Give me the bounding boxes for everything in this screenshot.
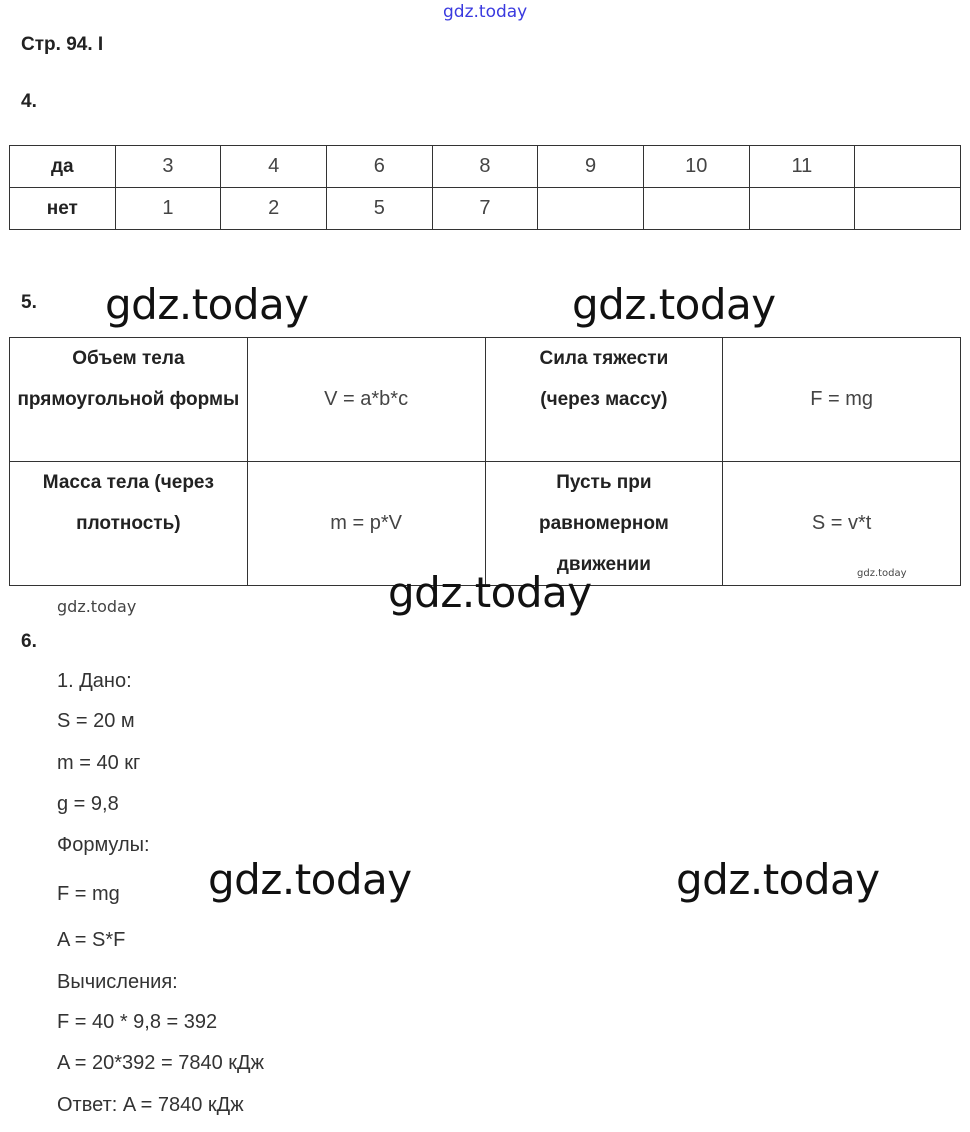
quantity-name: Сила тяжести (через массу) [485, 338, 723, 462]
watermark-small: gdz.today [857, 568, 907, 579]
solution-line: S = 20 м [57, 710, 135, 732]
task6-label: 6. [21, 631, 37, 652]
watermark-top: gdz.today [443, 2, 528, 22]
cell: 1 [115, 188, 221, 230]
cell: 2 [221, 188, 327, 230]
solution-line: F = mg [57, 883, 120, 905]
solution-line: A = 20*392 = 7840 кДж [57, 1052, 264, 1074]
task4-table [9, 145, 961, 230]
cell [643, 188, 749, 230]
solution-line: A = S*F [57, 929, 126, 951]
table-row [10, 338, 961, 462]
row-header: да [10, 146, 116, 188]
formula: m = p*V [247, 462, 485, 586]
cell [855, 146, 961, 188]
table-row [10, 462, 961, 586]
task5-table [9, 337, 961, 586]
table-row [10, 188, 961, 230]
cell: 6 [326, 146, 432, 188]
cell: 3 [115, 146, 221, 188]
page-title: Стр. 94. I [21, 34, 104, 55]
solution-line: Формулы: [57, 834, 150, 856]
watermark: gdz.today [388, 568, 592, 617]
cell: 9 [538, 146, 644, 188]
watermark: gdz.today [676, 855, 880, 904]
cell: 5 [326, 188, 432, 230]
solution-line: m = 40 кг [57, 752, 141, 774]
watermark-small: gdz.today [57, 597, 137, 616]
table-row [10, 146, 961, 188]
solution-line: g = 9,8 [57, 793, 119, 815]
formula: F = mg [723, 338, 961, 462]
watermark: gdz.today [105, 280, 309, 329]
row-header: нет [10, 188, 116, 230]
quantity-name: Масса тела (через плотность) [10, 462, 248, 586]
cell: 4 [221, 146, 327, 188]
solution-line: 1. Дано: [57, 670, 132, 692]
task4-label: 4. [21, 91, 37, 112]
task5-label: 5. [21, 292, 37, 313]
watermark: gdz.today [208, 855, 412, 904]
formula: V = a*b*c [247, 338, 485, 462]
solution-line: Ответ: A = 7840 кДж [57, 1094, 244, 1116]
solution-line: Вычисления: [57, 971, 178, 993]
cell: 10 [643, 146, 749, 188]
cell [749, 188, 855, 230]
cell [538, 188, 644, 230]
cell: 7 [432, 188, 538, 230]
formula: S = v*t [723, 462, 961, 586]
quantity-name: Пусть при равномерном движении [485, 462, 723, 586]
cell [855, 188, 961, 230]
quantity-name: Объем тела прямоугольной формы [10, 338, 248, 462]
watermark: gdz.today [572, 280, 776, 329]
cell: 8 [432, 146, 538, 188]
solution-line: F = 40 * 9,8 = 392 [57, 1011, 218, 1033]
cell: 11 [749, 146, 855, 188]
